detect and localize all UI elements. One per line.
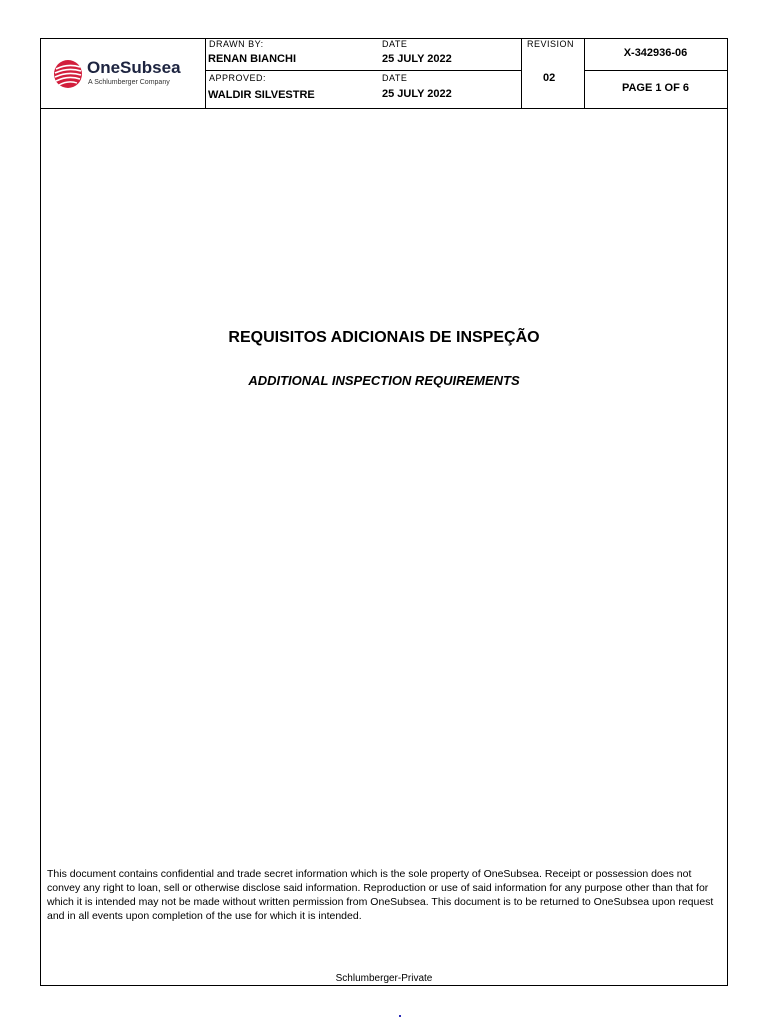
- approved-date-value: 25 JULY 2022: [382, 88, 452, 100]
- document-number: X-342936-06: [623, 47, 688, 59]
- logo-tagline: A Schlumberger Company: [88, 79, 170, 86]
- divider: [205, 39, 206, 108]
- approved-label: APPROVED:: [209, 73, 267, 83]
- drawn-date-value: 25 JULY 2022: [382, 53, 452, 65]
- title-block: [41, 39, 727, 109]
- approved-by-value: WALDIR SILVESTRE: [208, 89, 315, 101]
- date-label: DATE: [382, 39, 408, 49]
- revision-label: REVISION: [527, 39, 575, 49]
- confidentiality-notice: This document contains confidential and trade secret information which is the sole property of OneSubsea. Receipt or possession does not convey any right to loan, sell or otherwise disclose said information. Reproduction or use of said information for any purpose other than that for which it is intended may not be made without written permission from OneSubsea. This document is to be returned to OneSubsea upon request and in all events upon completion of the use for which it is intended.: [47, 868, 714, 922]
- logo-name: OneSubsea: [87, 58, 181, 77]
- divider: [521, 39, 522, 108]
- revision-value: 02: [543, 72, 556, 84]
- onesubsea-logo: [53, 57, 203, 91]
- divider: [584, 70, 727, 71]
- document-title: REQUISITOS ADICIONAIS DE INSPEÇÃO: [228, 329, 540, 346]
- onesubsea-globe-icon: [53, 59, 83, 89]
- drawn-by-label: DRAWN BY:: [209, 39, 264, 49]
- page-dot: [399, 1015, 401, 1017]
- document-subtitle: ADDITIONAL INSPECTION REQUIREMENTS: [248, 373, 520, 388]
- document-frame: [40, 38, 728, 986]
- date-label: DATE: [382, 73, 408, 83]
- page-indicator: PAGE 1 OF 6: [621, 82, 690, 94]
- drawn-by-value: RENAN BIANCHI: [208, 53, 296, 65]
- classification-footer: Schlumberger-Private: [335, 973, 433, 984]
- divider: [205, 70, 521, 71]
